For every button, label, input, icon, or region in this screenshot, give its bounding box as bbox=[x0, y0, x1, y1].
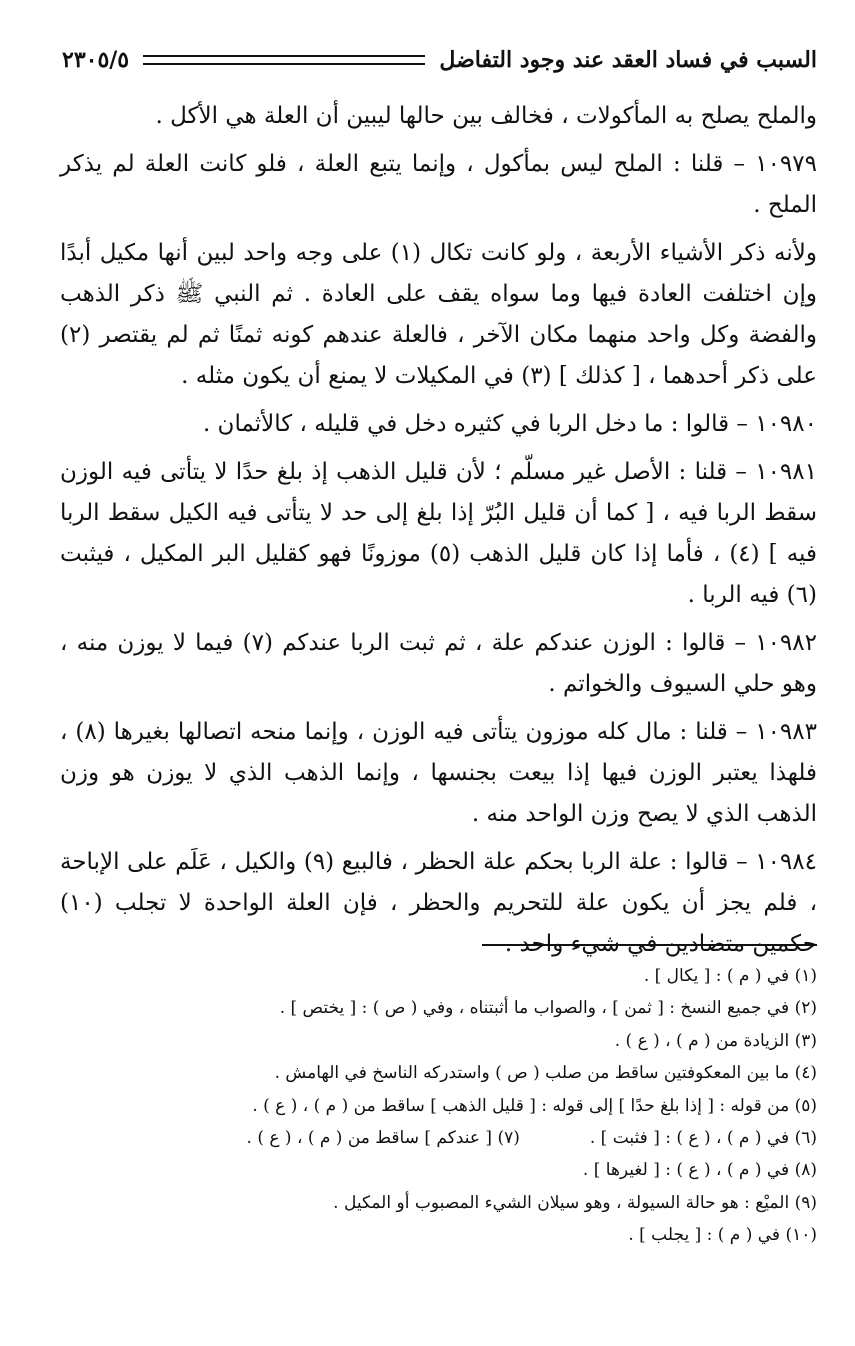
footnotes bbox=[60, 960, 817, 1252]
running-head bbox=[62, 38, 817, 82]
paragraph: ١٠٩٧٩ – قلنا : الملح ليس بمأكول ، وإنما يتبع العلة ، فلو كانت العلة لم يذكر الملح . bbox=[60, 151, 817, 218]
footnote: (١٠) في ( م ) : [ يجلب ] . bbox=[628, 1225, 817, 1246]
paragraph: ولأنه ذكر الأشياء الأربعة ، ولو كانت تكال (١) على وجه واحد لبين أنها مكيل أبدًا وإن اختلفت العادة فيها وما سواه يقف على العادة . ثم النبي ﷺ ذكر الذهب والفضة وكل واحد منهما مكان الآخر ، فالعلة عندهم كونه ثمنًا ثم لم يقتصر (٢) على ذكر أحدهما ، [ كذلك ] (٣) في المكيلات لا يمنع أن يكون مثله . bbox=[60, 240, 817, 389]
paragraph: ١٠٩٨٠ – قالوا : ما دخل الربا في كثيره دخل في قليله ، كالأثمان . bbox=[202, 411, 817, 437]
main-text bbox=[60, 96, 817, 972]
paragraph: ١٠٩٨٣ – قلنا : مال كله موزون يتأتى فيه الوزن ، وإنما منحه اتصالها بغيرها (٨) ، فلهذا يعتبر الوزن فيها إذا بيعت بجنسها ، وإنما الذهب الذي لا يوزن هو وزن الذهب الذي لا يصح وزن الواحد منه . bbox=[60, 719, 817, 827]
footnote: (٦) في ( م ) ، ( ع ) : [ فثبت ] . bbox=[589, 1128, 817, 1149]
footnote: (٤) ما بين المعكوفتين ساقط من صلب ( ص ) واستدركه الناسخ في الهامش . bbox=[274, 1063, 817, 1084]
footnote: (٨) في ( م ) ، ( ع ) : [ لغيرها ] . bbox=[582, 1160, 817, 1181]
page-number: ٢٣٠٥/٥ bbox=[62, 47, 130, 73]
paragraph: ١٠٩٨١ – قلنا : الأصل غير مسلّم ؛ لأن قليل الذهب إذ بلغ حدًا لا يتأتى فيه الوزن سقط الربا فيه ، [ كما أن قليل البُرّ إذا بلغ إلى حد لا يتأتى فيه الكيل سقط الربا فيه ] (٤) ، فأما إذا كان قليل الذهب (٥) موزونًا فهو كقليل البر المكيل ، فيثبت (٦) فيه الربا . bbox=[60, 459, 817, 608]
paragraph: والملح يصلح به المأكولات ، فخالف بين حالها ليبين أن العلة هي الأكل . bbox=[155, 103, 817, 129]
footnote-separator bbox=[482, 944, 817, 946]
paragraph: ١٠٩٨٢ – قالوا : الوزن عندكم علة ، ثم ثبت الربا عندكم (٧) فيما لا يوزن منه ، وهو حلي السيوف والخواتم . bbox=[60, 630, 817, 697]
footnote: (١) في ( م ) : [ يكال ] . bbox=[643, 966, 817, 986]
footnote: (٧) [ عندكم ] ساقط من ( م ) ، ( ع ) . bbox=[246, 1128, 520, 1149]
footnote: (٩) الميْع : هو حالة السيولة ، وهو سيلان الشيء المصبوب أو المكيل . bbox=[333, 1192, 817, 1213]
paragraph: ١٠٩٨٤ – قالوا : علة الربا بحكم علة الحظر ، فالبيع (٩) والكيل ، عَلَم على الإباحة ، فلم يجز أن يكون علة للتحريم والحظر ، فإن العلة الواحدة لا تجلب (١٠) حكمين متضادين في شيء واحد . bbox=[60, 849, 817, 957]
header-double-rule bbox=[143, 55, 425, 65]
footnote: (٥) من قوله : [ إذا بلغ حدًا ] إلى قوله : [ قليل الذهب ] ساقط من ( م ) ، ( ع ) . bbox=[252, 1095, 817, 1116]
footnote: (٣) الزيادة من ( م ) ، ( ع ) . bbox=[614, 1030, 817, 1051]
running-title: السبب في فساد العقد عند وجود التفاضل bbox=[439, 47, 817, 73]
footnote-row bbox=[60, 1122, 817, 1154]
footnote: (٢) في جميع النسخ : [ ثمن ] ، والصواب ما أثبتناه ، وفي ( ص ) : [ يختص ] . bbox=[279, 998, 817, 1019]
